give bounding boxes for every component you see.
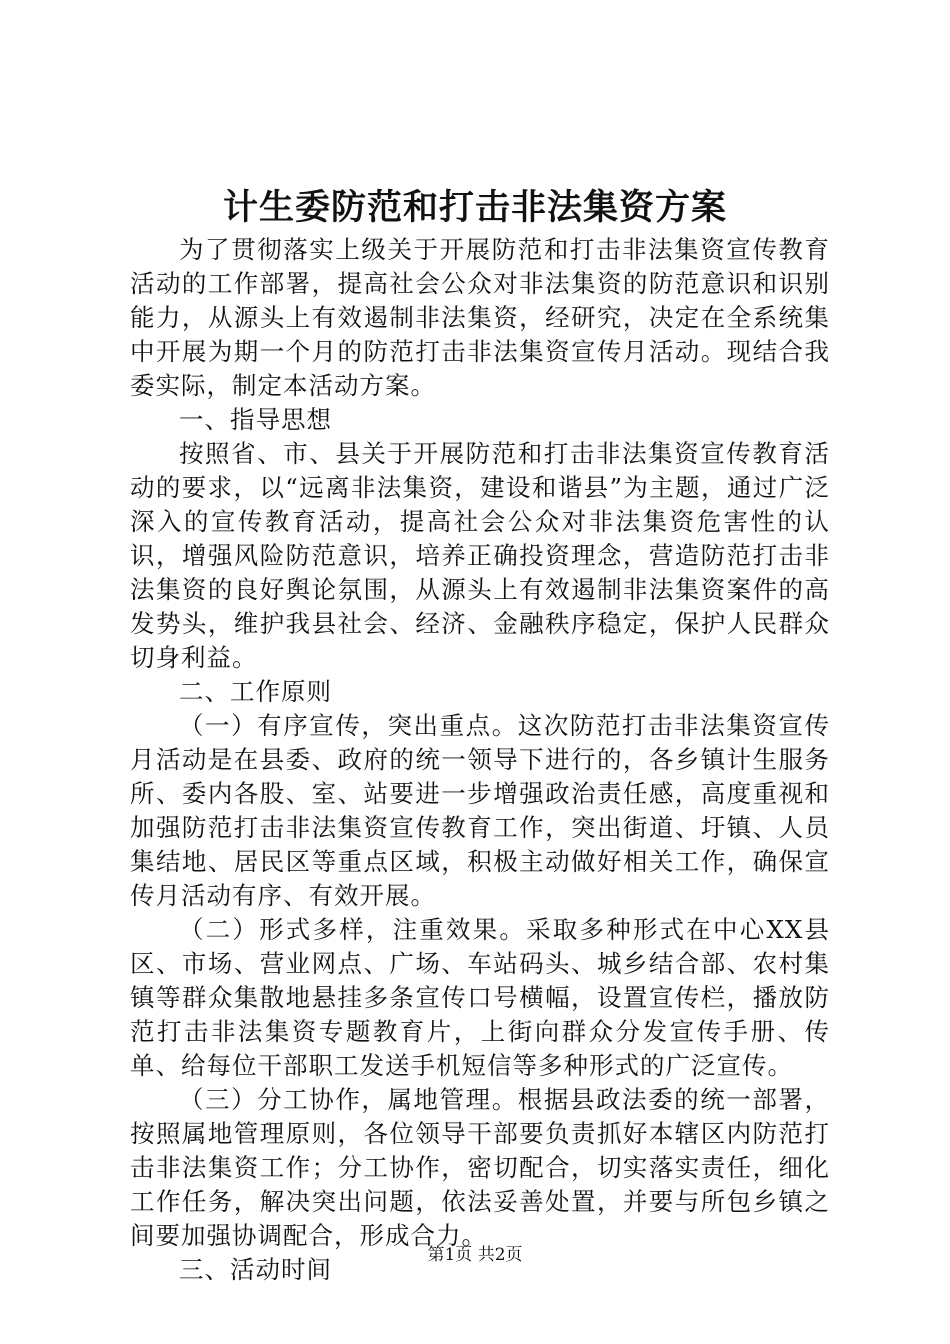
document-body (130, 233, 830, 1287)
page-number-label: 第1页 共2页 (427, 1245, 523, 1265)
principle-3-paragraph: （三）分工协作，属地管理。根据县政法委的统一部署，按照属地管理原则，各位领导干部要负责抓好本辖区内防范打击非法集资工作；分工协作，密切配合，切实落实责任，细化工作任务，解决突出问题，依法妥善处置，并要与所包乡镇之间要加强协调配合，形成合力。 (130, 1085, 830, 1250)
principle-2-paragraph: （二）形式多样，注重效果。采取多种形式在中心XX县区、市场、营业网点、广场、车站码头、城乡结合部、农村集镇等群众集散地悬挂多条宣传口号横幅，设置宣传栏，播放防范打击非法集资专题教育片，上街向群众分发宣传手册、传单、给每位干部职工发送手机短信等多种形式的广泛宣传。 (130, 915, 830, 1080)
guiding-thought-paragraph: 按照省、市、县关于开展防范和打击非法集资宣传教育活动的要求，以“远离非法集资，建设和谐县”为主题，通过广泛深入的宣传教育活动，提高社会公众对非法集资危害性的认识，增强风险防范意识，培养正确投资理念，营造防范打击非法集资的良好舆论氛围，从源头上有效遏制非法集资案件的高发势头，维护我县社会、经济、金融秩序稳定，保护人民群众切身利益。 (130, 439, 830, 672)
intro-paragraph: 为了贯彻落实上级关于开展防范和打击非法集资宣传教育活动的工作部署，提高社会公众对非法集资的防范意识和识别能力，从源头上有效遏制非法集资，经研究，决定在全系统集中开展为期一个月的防范打击非法集资宣传月活动。现结合我委实际，制定本活动方案。 (130, 235, 830, 400)
document-title: 计生委防范和打击非法集资方案 (222, 187, 727, 228)
page-footer (0, 1243, 950, 1267)
section-heading-activity-time: 三、活动时间 (179, 1255, 332, 1284)
principle-1-paragraph: （一）有序宣传，突出重点。这次防范打击非法集资宣传月活动是在县委、政府的统一领导下进行的，各乡镇计生服务所、委内各股、室、站要进一步增强政治责任感，高度重视和加强防范打击非法集资宣传教育工作，突出街道、圩镇、人员集结地、居民区等重点区域，积极主动做好相关工作，确保宣传月活动有序、有效开展。 (130, 711, 830, 910)
section-heading-guiding-thought: 一、指导思想 (179, 405, 332, 434)
section-heading-work-principles: 二、工作原则 (179, 677, 332, 706)
